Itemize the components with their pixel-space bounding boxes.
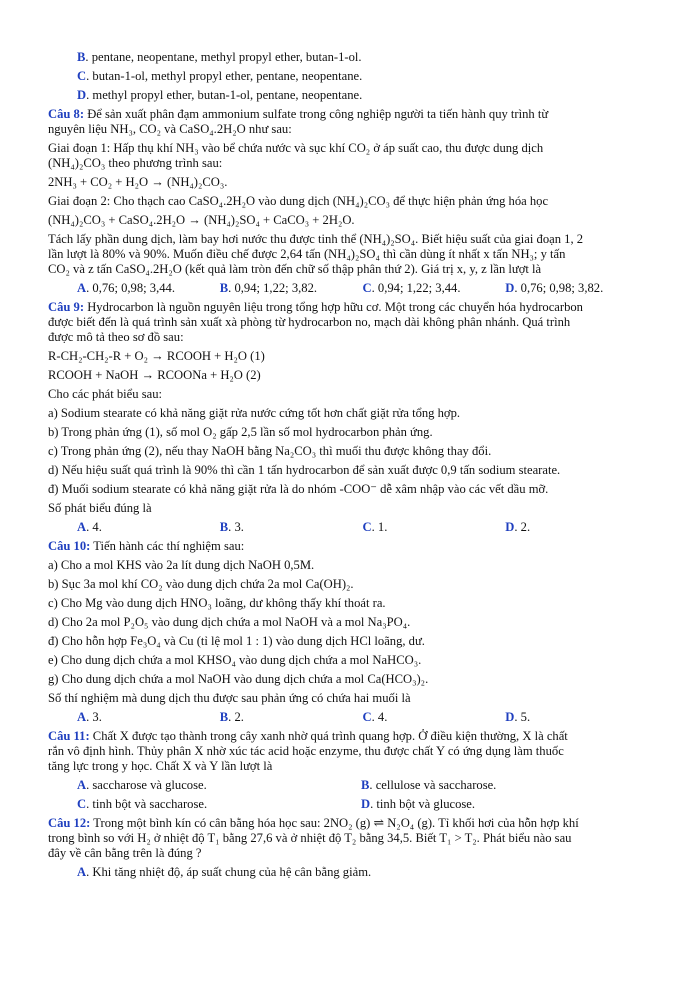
q9-statement-dd: đ) Muối sodium stearate có khả năng giặt rửa là do nhóm -COO⁻ dễ xâm nhập vào các vết dầu mỡ. (48, 482, 549, 496)
q11-intro-line-2: rắn vô định hình. Thủy phân X nhờ xúc tác acid hoặc enzyme, thu được chất Y có ứng dụng làm thuốc (48, 744, 564, 758)
q8-stage2: Giai đoạn 2: Cho thạch cao CaSO₄.2H₂O vào dung dịch (NH₄)₂CO₃ để thực hiện phản ứng hóa học (48, 194, 549, 208)
option-a: A. 3. (77, 710, 102, 724)
option-d: D. 2. (505, 520, 531, 534)
question-label: Câu 10: (48, 539, 91, 553)
q9-intro-line-2: được biết đến là quá trình sản xuất xà phòng từ hydrocarbon no, mạch dài không phân nhánh. Quá trình (48, 315, 571, 329)
option-b: B. 0,94; 1,22; 3,82. (219, 281, 318, 295)
q8-para-line-3: CO₂ và z tấn CaSO₄.2H₂O (kết quả làm tròn đến chữ số thập phân thứ 2). Giá trị x, y, z lần lượt là (48, 262, 542, 276)
option-a: A. 4. (77, 520, 102, 534)
q8-para-line-2: lần lượt là 80% và 90%. Muốn điều chế được 2,64 tấn (NH₄)₂SO₄ thì cần dùng ít nhất x tấn NH₃; y tấn (48, 247, 566, 261)
question-label: Câu 8: (48, 107, 85, 121)
q12-intro-line-3: đây về cân bằng trên là đúng ? (48, 846, 202, 860)
q9-intro-line-3: được mô tả theo sơ đồ sau: (48, 330, 184, 344)
option-letter: D (77, 88, 87, 102)
q9-options (48, 519, 648, 538)
q10-item-e: e) Cho dung dịch chứa a mol KHSO₄ vào dung dịch chứa a mol NaHCO₃. (48, 653, 422, 667)
q11-intro-line-1: Câu 11: Chất X được tạo thành trong cây xanh nhờ quá trình quang hợp. Ở điều kiện thường, X là chất (48, 729, 568, 743)
q9-equation-2: RCOOH + NaOH → RCOONa + H₂O (2) (48, 368, 261, 382)
q10-question: Số thí nghiệm mà dung dịch thu được sau phản ứng có chứa hai muối là (48, 691, 411, 705)
q10-item-b: b) Sục 3a mol khí CO₂ vào dung dịch chứa 2a mol Ca(OH)₂. (48, 577, 354, 591)
q9-statement-b: b) Trong phản ứng (1), số mol O₂ gấp 2,5 lần số mol hydrocarbon phản ứng. (48, 425, 433, 439)
option-d: D. 0,76; 0,98; 3,82. (505, 281, 604, 295)
option-d: D. 5. (505, 710, 531, 724)
q12-intro-line-1: Câu 12: Trong một bình kín có cân bằng hóa học sau: 2NO₂ (g) ⇌ N₂O₄ (g). Tỉ khối hơi của hỗn hợp khí (48, 816, 579, 830)
option-letter: B (77, 50, 86, 64)
q9-intro-line-1: Câu 9: Hydrocarbon là nguồn nguyên liệu trong tổng hợp hữu cơ. Một trong các chuyển hóa hydrocarbon (48, 300, 583, 314)
q9-statements-intro: Cho các phát biểu sau: (48, 387, 163, 401)
question-label: Câu 9: (48, 300, 85, 314)
q12-option-a: A. Khi tăng nhiệt độ, áp suất chung của hệ cân bằng giảm. (77, 865, 372, 879)
q8-intro-line-1: Câu 8: Để sản xuất phân đạm ammonium sulfate trong công nghiệp người ta tiến hành quy trình từ (48, 107, 549, 121)
q11-options-row-1 (48, 777, 648, 796)
q9-question: Số phát biểu đúng là (48, 501, 152, 515)
q10-intro: Câu 10: Tiến hành các thí nghiệm sau: (48, 539, 245, 553)
option-c: C. 0,94; 1,22; 3,44. (362, 281, 461, 295)
q8-equation-2: (NH₄)₂CO₃ + CaSO₄.2H₂O → (NH₄)₂SO₄ + CaCO₃ + 2H₂O. (48, 213, 355, 227)
q9-statement-a: a) Sodium stearate có khả năng giặt rửa nước cứng tốt hơn chất giặt rửa tổng hợp. (48, 406, 461, 420)
option-c: C. tinh bột và saccharose. (77, 797, 208, 811)
q8-para-line-1: Tách lấy phần dung dịch, làm bay hơi nước thu được tinh thể (NH₄)₂SO₄. Biết hiệu suất của giai đoạn 1, 2 (48, 232, 584, 246)
question-label: Câu 11: (48, 729, 90, 743)
q10-item-c: c) Cho Mg vào dung dịch HNO₃ loãng, dư không thấy khí thoát ra. (48, 596, 386, 610)
q10-item-d: d) Cho 2a mol P₂O₅ vào dung dịch chứa a mol NaOH và a mol Na₃PO₄. (48, 615, 411, 629)
q11-intro-line-3: tăng lực trong y học. Chất X và Y lần lượt là (48, 759, 273, 773)
option-letter: C (77, 69, 87, 83)
q8-stage1-line-1: Giai đoạn 1: Hấp thụ khí NH₃ vào bể chứa nước và sục khí CO₂ ở áp suất cao, thu được dung dịch (48, 141, 544, 155)
option-b: B. 2. (219, 710, 244, 724)
q12-intro-line-2: trong bình so với H₂ ở nhiệt độ T₁ bằng 27,6 và ở nhiệt độ T₂ bằng 34,5. Biết T₁ > T₂. Phát biểu nào sau (48, 831, 572, 845)
q10-item-a: a) Cho a mol KHS vào 2a lít dung dịch NaOH 0,5M. (48, 558, 315, 572)
option-letter: A (77, 865, 87, 879)
q10-item-g: g) Cho dung dịch chứa a mol NaOH vào dung dịch chứa a mol Ca(HCO₃)₂. (48, 672, 429, 686)
q10-options (48, 709, 648, 728)
q9-statement-c: c) Trong phản ứng (2), nếu thay NaOH bằng Na₂CO₃ thì muối thu được không thay đổi. (48, 444, 492, 458)
q7-option-d: D. methyl propyl ether, butan-1-ol, pentane, neopentane. (77, 88, 363, 102)
question-label: Câu 12: (48, 816, 91, 830)
option-c: C. 4. (362, 710, 388, 724)
q9-statement-d: d) Nếu hiệu suất quá trình là 90% thì cần 1 tấn hydrocarbon để sản xuất được 0,9 tấn sodium stearate. (48, 463, 561, 477)
q11-options-row-2 (48, 796, 648, 815)
q8-stage1-line-2: (NH₄)₂CO₃ theo phương trình sau: (48, 156, 223, 170)
option-b: B. cellulose và saccharose. (361, 778, 497, 792)
q10-item-dd: đ) Cho hỗn hợp Fe₃O₄ và Cu (tỉ lệ mol 1 : 1) vào dung dịch HCl loãng, dư. (48, 634, 425, 648)
q8-intro-line-2: nguyên liệu NH₃, CO₂ và CaSO₄.2H₂O như sau: (48, 122, 292, 136)
q7-option-b: B. pentane, neopentane, methyl propyl ether, butan-1-ol. (77, 50, 362, 64)
q8-equation-1: 2NH₃ + CO₂ + H₂O → (NH₄)₂CO₃. (48, 175, 228, 189)
exam-page (48, 49, 648, 883)
option-d: D. tinh bột và glucose. (361, 797, 476, 811)
option-b: B. 3. (219, 520, 244, 534)
option-a: A. saccharose và glucose. (77, 778, 207, 792)
option-a: A. 0,76; 0,98; 3,44. (77, 281, 175, 295)
q7-option-c: C. butan-1-ol, methyl propyl ether, pentane, neopentane. (77, 69, 363, 83)
option-c: C. 1. (362, 520, 388, 534)
q8-options (48, 280, 648, 299)
q9-equation-1: R-CH₂-CH₂-R + O₂ → RCOOH + H₂O (1) (48, 349, 265, 363)
